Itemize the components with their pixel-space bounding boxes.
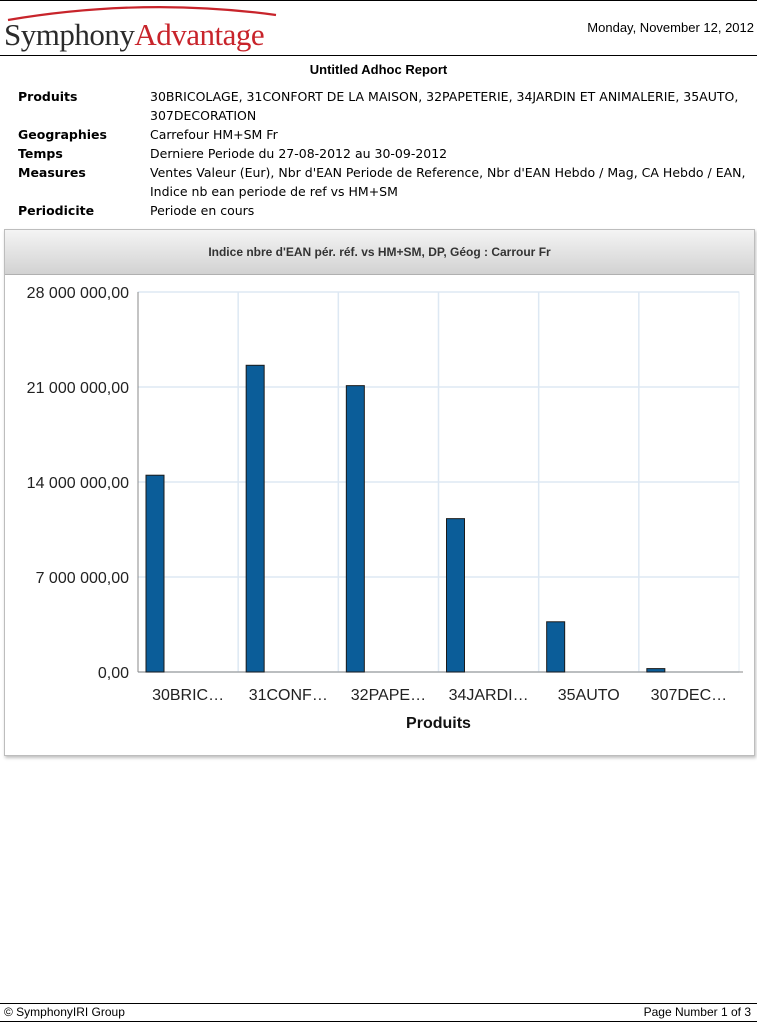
chart-title: Indice nbre d'EAN pér. réf. vs HM+SM, DP, Géog : Carrour Fr: [208, 245, 551, 259]
chart-header: [5, 230, 754, 275]
report-parameters: [18, 87, 757, 220]
bar: [146, 475, 164, 672]
param-value: Carrefour HM+SM Fr: [150, 127, 278, 142]
footer-divider: [0, 1003, 757, 1004]
x-tick-label: 31CONF…: [248, 687, 328, 704]
param-row-produits: [18, 87, 757, 125]
param-row-geographies: [18, 125, 757, 144]
param-row-periodicite: [18, 201, 757, 220]
page-number: Page Number 1 of 3: [643, 1005, 751, 1019]
param-value: Derniere Periode du 27-08-2012 au 30-09-2012: [150, 146, 448, 161]
bar: [647, 669, 665, 672]
param-value: 30BRICOLAGE, 31CONFORT DE LA MAISON, 32PAPETERIE, 34JARDIN ET ANIMALERIE, 35AUTO, 307DECORATION: [150, 89, 739, 123]
y-tick-label: 0,00: [97, 665, 129, 682]
header-divider: [0, 55, 757, 56]
copyright: © SymphonyIRI Group: [4, 1005, 125, 1019]
bar: [346, 386, 364, 672]
y-tick-label: 21 000 000,00: [26, 380, 129, 397]
param-label: Geographies: [18, 127, 107, 142]
param-label: Temps: [18, 146, 63, 161]
param-label: Periodicite: [18, 203, 95, 218]
param-row-temps: [18, 144, 757, 163]
top-border: [0, 0, 757, 1]
x-axis-title: Produits: [406, 715, 471, 732]
logo-text-advantage: Advantage: [134, 17, 265, 52]
report-date: Monday, November 12, 2012: [587, 20, 754, 35]
param-label: Produits: [18, 89, 78, 104]
logo-text-symphony: Symphony: [4, 17, 135, 52]
footer-bottom-border: [0, 1021, 757, 1022]
param-label: Measures: [18, 165, 86, 180]
x-tick-label: 34JARDI…: [448, 687, 529, 704]
chart-panel: [4, 229, 755, 756]
param-row-measures: [18, 163, 757, 201]
x-tick-label: 30BRIC…: [152, 687, 225, 704]
report-title: Untitled Adhoc Report: [309, 62, 448, 77]
bar: [246, 365, 264, 672]
y-tick-label: 7 000 000,00: [35, 570, 129, 587]
param-value: Ventes Valeur (Eur), Nbr d'EAN Periode de Reference, Nbr d'EAN Hebdo / Mag, CA Hebdo / EAN, Indice nb ean periode de ref vs HM+SM: [150, 165, 746, 199]
y-tick-label: 14 000 000,00: [26, 475, 129, 492]
bar-chart: [5, 275, 754, 753]
param-value: Periode en cours: [150, 203, 255, 218]
y-tick-label: 28 000 000,00: [26, 285, 129, 302]
x-tick-label: 307DEC…: [650, 687, 728, 704]
bar: [447, 519, 465, 672]
x-tick-label: 35AUTO: [557, 687, 620, 704]
bar: [547, 622, 565, 672]
x-tick-label: 32PAPE…: [350, 687, 427, 704]
symphony-advantage-logo: [4, 3, 284, 55]
